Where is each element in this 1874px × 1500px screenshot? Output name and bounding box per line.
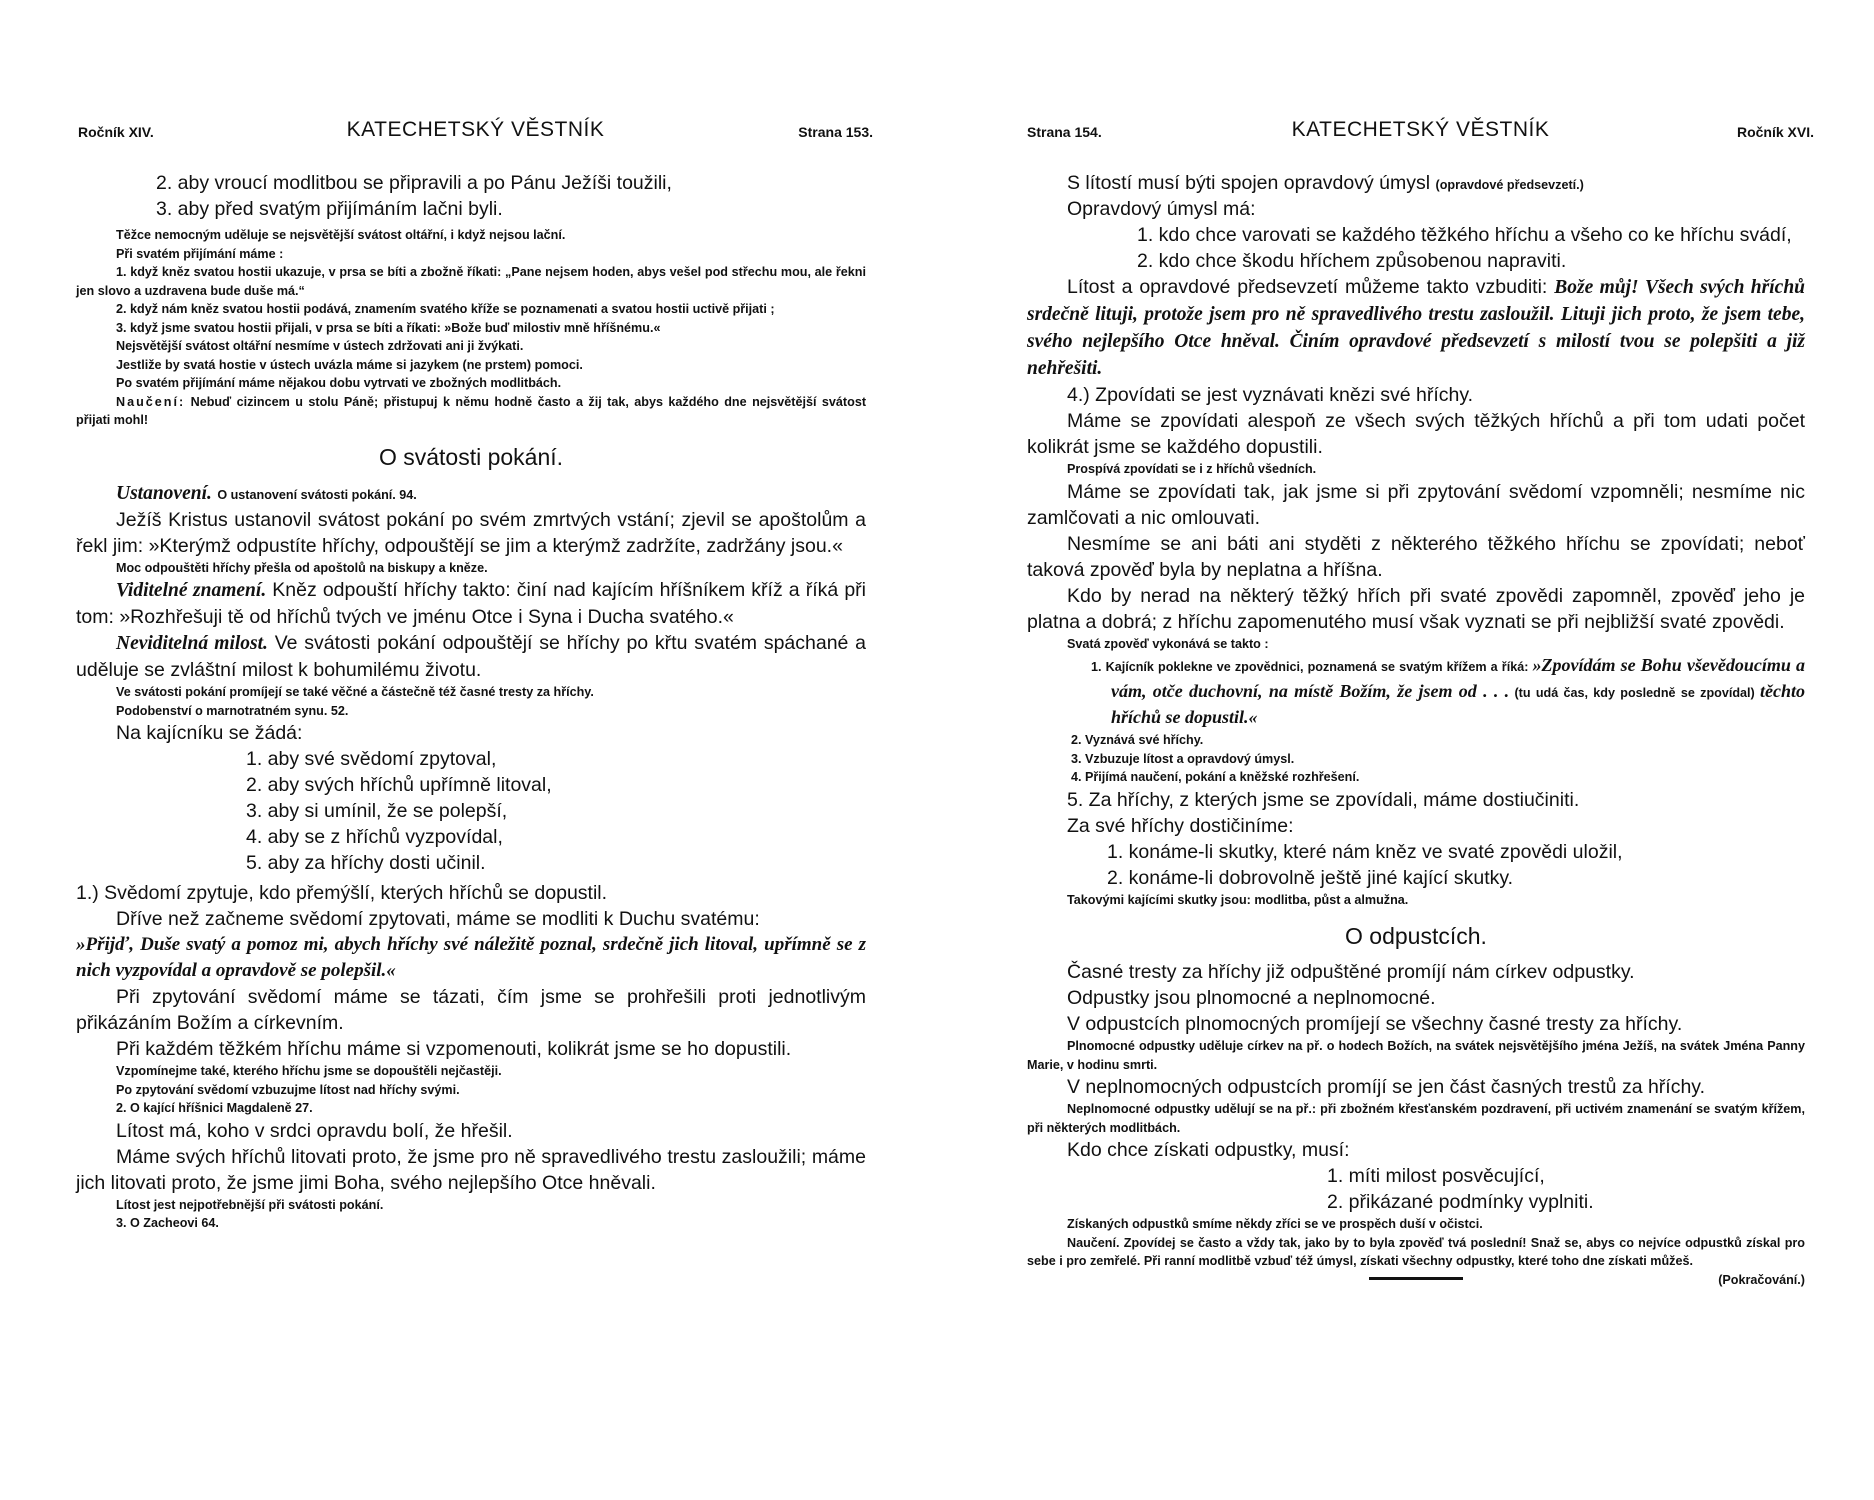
list-item: 4. aby se z hříchů vyzpovídal, — [246, 826, 503, 848]
note: 2. O kající hříšnici Magdaleně 27. — [116, 1101, 313, 1115]
paragraph: Časné tresty za hříchy již odpuštěné promíjí nám církev odpustky. — [1067, 961, 1635, 983]
list-item — [1027, 653, 1805, 731]
journal-title: KATECHETSKÝ VĚSTNÍK — [1291, 118, 1550, 141]
note: Takovými kajícími skutky jsou: modlitba, půst a almužna. — [1067, 892, 1409, 907]
note: Při svatém přijímání máme : — [116, 246, 284, 261]
lesson-text: Naučení. Zpovídej se často a vždy tak, jako by to byla zpověď tvá poslední! Snaž se, abys co nejvíce odpustků získal pro sebe i pro zemřelé. Při ranní modlitbě vzbuď též úmysl, získati všechny odpustky, které toho dne získati můžeš. — [1027, 1235, 1805, 1268]
reference: O ustanovení svátosti pokání. 94. — [217, 487, 417, 502]
paragraph: 4.) Zpovídati se jest vyznávati knězi své hříchy. — [1067, 384, 1474, 406]
continued-label: (Pokračování.) — [1718, 1272, 1805, 1287]
list-item: 1. kdo chce varovati se každého těžkého hříchu a všeho co ke hříchu svádí, — [1137, 224, 1792, 246]
note — [76, 393, 866, 430]
list-item: 2. aby vroucí modlitbou se připravili a po Pánu Ježíši toužili, — [156, 172, 672, 194]
note: Plnomocné odpustky uděluje církev na př. o hodech Božích, na svátek nejsvětějšího jména Ježíš, na svátek Jména Panny Marie, v hodinu smrti. — [1027, 1039, 1805, 1072]
prayer: Bože můj! Všech svých hříchů srdečně lituji, protože jsem pro ně spravedlivého trestu zasloužil. Lituji jich proto, že jsem tebe, svého nejlepšího Otce hněval. Činím opravdové předsevzetí s milostí tvou se polepšiti a již nehřešiti. — [1027, 277, 1806, 379]
end-rule — [1369, 1277, 1463, 1280]
prayer: »Přijď, Duše svatý a pomoz mi, abych hříchy své náležitě poznal, srdečně jich litoval, upřímně se z nich vyzpovídal a opravdově se polepšil.« — [76, 934, 866, 981]
right-page — [937, 0, 1874, 1500]
paragraph: Ježíš Kristus ustanovil svátost pokání po svém zmrtvých vstání; zjevil se apoštolům a řekl jim: »Kterýmž odpustíte hříchy, odpouštějí se jim a kterýmž zadržíte, zadržány jsou.« — [76, 508, 866, 557]
paragraph-text: Kněz odpouští hříchy takto: činí nad kajícím hříšníkem kříž a říká při tom: »Rozhřešuji tě od hříchů tvých ve jménu Otce i Syna i Ducha svatého.« — [76, 579, 866, 628]
note: Ve svátosti pokání promíjejí se také věčné a částečně též časné tresty za hříchy. — [116, 685, 594, 699]
right-page-body — [1027, 170, 1805, 1289]
paragraph — [76, 577, 866, 630]
list-item: 4. Přijímá naučení, pokání a kněžské rozhřešení. — [1071, 770, 1360, 784]
list-item: 2. přikázané podmínky vyplniti. — [1327, 1191, 1594, 1213]
paragraph — [76, 630, 866, 683]
paragraph: 1.) Svědomí zpytuje, kdo přemýšlí, kterých hříchů se dopustil. — [76, 882, 608, 904]
paragraph: Máme se zpovídati tak, jak jsme si při zpytování svědomí vzpomněli; nesmíme nic zamlčovati a nic omlouvati. — [1027, 480, 1805, 529]
paragraph: V odpustcích plnomocných promíjejí se všechny časné tresty za hříchy. — [1067, 1013, 1683, 1035]
paragraph: 5. Za hříchy, z kterých jsme se zpovídali, máme dostiučiniti. — [1067, 788, 1580, 811]
paragraph — [1027, 170, 1805, 196]
list-item: 3. Vzbuzuje lítost a opravdový úmysl. — [1071, 751, 1295, 766]
lesson-text: Nebuď cizincem u stolu Páně; přistupuj k němu hodně často a žij tak, abys každého dne nejsvětější svátost přijati mohl! — [76, 394, 867, 427]
page-number: Strana 153. — [798, 124, 873, 140]
list-item: 3. aby před svatým přijímáním lačni byli. — [156, 198, 503, 220]
paragraph — [76, 480, 866, 507]
note: 3. když jsme svatou hostii přijali, v prsa se bíti a říkati: »Bože buď milostiv mně hříšnému.« — [116, 320, 661, 335]
paragraph: Na kajícníku se žádá: — [116, 722, 303, 744]
note: 3. O Zacheovi 64. — [116, 1216, 219, 1230]
term: Viditelné znamení. — [116, 580, 267, 601]
section-title: O svátosti pokání. — [378, 443, 564, 470]
paragraph-text: Ve svátosti pokání odpouštějí se hříchy po křtu svatém spáchané a uděluje se zvláštní milost k bohumilému životu. — [76, 632, 867, 681]
note — [1027, 1234, 1805, 1287]
list-item: 1. konáme-li skutky, které nám kněz ve svaté zpovědi uložil, — [1107, 840, 1623, 863]
list-item: 2. kdo chce škodu hříchem způsobenou napraviti. — [1137, 250, 1567, 272]
left-page-header — [78, 116, 873, 146]
paragraph: Lítost má, koho v srdci opravdu bolí, že hřešil. — [116, 1119, 513, 1142]
paragraph-text: S lítostí musí býti spojen opravdový úmysl — [1067, 172, 1431, 194]
paragraph: Opravdový úmysl má: — [1067, 198, 1256, 220]
note: Moc odpouštěti hříchy přešla od apoštolů na biskupy a kněze. — [116, 560, 488, 575]
section-title: O odpustcích. — [1345, 923, 1487, 949]
note: Prospívá zpovídati se i z hříchů všedních. — [1067, 462, 1317, 476]
list-item: 2. Vyznává své hříchy. — [1071, 733, 1204, 747]
paragraph: Máme se zpovídati alespoň ze všech svých těžkých hříchů a při tom udati počet kolikrát jsme se každého dopustili. — [1027, 410, 1805, 458]
term: Neviditelná milost. — [116, 633, 268, 654]
note: Neplnomocné odpustky udělují se na př.: při zbožném křesťanském pozdravení, při uctivém znamenání se svatým křížem, při některých modlitbách. — [1027, 1102, 1805, 1135]
aside: (tu udá čas, kdy posledně se zpovídal) — [1514, 686, 1755, 700]
list-item-text: 1. Kajícník poklekne ve zpovědnici, poznamená se svatým křížem a říká: — [1091, 660, 1529, 674]
list-item: 5. aby za hříchy dosti učinil. — [246, 852, 486, 874]
note: Jestliže by svatá hostie v ústech uvázla máme si jazykem (ne prstem) pomoci. — [116, 357, 583, 372]
paragraph: Máme svých hříchů litovati proto, že jsme pro ně spravedlivého trestu zasloužili; máme jich litovati proto, že jsme jimi Boha, svého nejlepšího Otce hněvali. — [76, 1145, 866, 1194]
note: Lítost jest nejpotřebnější při svátosti pokání. — [116, 1197, 384, 1212]
term: Ustanovení. — [116, 482, 212, 504]
note: Těžce nemocným uděluje se nejsvětější svátost oltářní, i když nejsou lační. — [116, 228, 566, 242]
paragraph — [1027, 274, 1805, 382]
volume-label: Ročník XIV. — [78, 124, 154, 140]
note: Vzpomínejme také, kterého hříchu jsme se dopouštěli nejčastěji. — [116, 1064, 502, 1078]
note: 2. když nám kněz svatou hostii podává, znamením svatého kříže se poznamenati a svatou hostii uctivě přijati ; — [116, 302, 775, 316]
lesson-label: Naučení: — [116, 394, 186, 409]
volume-label: Ročník XVI. — [1736, 124, 1814, 140]
prayer: »Zpovídám se Bohu vševědoucímu a vám, otče duchovní, na místě Božím, že jsem od . . . — [1111, 655, 1806, 701]
paragraph: Kdo chce získati odpustky, musí: — [1067, 1139, 1350, 1161]
list-item: 3. aby si umínil, že se polepší, — [246, 800, 508, 822]
journal-title: KATECHETSKÝ VĚSTNÍK — [346, 118, 605, 141]
note: Získaných odpustků smíme někdy zříci se ve prospěch duší v očistci. — [1067, 1217, 1483, 1231]
list-item: 1. míti milost posvěcující, — [1327, 1165, 1545, 1187]
paragraph: Kdo by nerad na některý těžký hřích při svaté zpovědi zapomněl, zpověď jeho je platna a dobrá; z hříchu zapomenutého musí však vyznati se při nejbližší svaté zpovědi. — [1027, 584, 1805, 633]
prayer: těchto hříchů se dopustil.« — [1111, 681, 1806, 727]
left-page-body — [76, 170, 866, 1233]
note: Nejsvětější svátost oltářní nesmíme v ústech zdržovati ani ji žvýkati. — [116, 339, 524, 353]
aside: (opravdové předsevzetí.) — [1435, 178, 1584, 192]
note: Po zpytování svědomí vzbuzujme lítost nad hříchy svými. — [116, 1082, 460, 1097]
paragraph: Při zpytování svědomí máme se tázati, čím jsme se prohřešili proti jednotlivým přikázáním Božím a církevním. — [76, 986, 866, 1034]
paragraph: Při každém těžkém hříchu máme si vzpomenouti, kolikrát jsme se ho dopustili. — [116, 1038, 792, 1060]
note: Svatá zpověď vykonává se takto : — [1067, 636, 1269, 651]
paragraph: Nesmíme se ani báti ani styděti z některého těžkého hříchu se zpovídati; neboť taková zpověď byla by neplatna a hříšna. — [1027, 532, 1805, 581]
note: Podobenství o marnotratném synu. 52. — [116, 703, 349, 718]
note: 1. když kněz svatou hostii ukazuje, v prsa se bíti a zbožně říkati: „Pane nejsem hoden, abys vešel pod střechu mou, ale řekni jen slovo a uzdravena bude duše má.“ — [76, 265, 866, 298]
paragraph: Za své hříchy dostičiníme: — [1067, 814, 1294, 837]
paragraph-text: Lítost a opravdové předsevzetí můžeme takto vzbuditi: — [1067, 276, 1548, 298]
note: Po svatém přijímání máme nějakou dobu vytrvati ve zbožných modlitbách. — [116, 376, 562, 390]
list-item: 2. aby svých hříchů upřímně litoval, — [246, 774, 552, 796]
page-number: Strana 154. — [1027, 124, 1102, 140]
list-item: 1. aby své svědomí zpytoval, — [246, 748, 497, 770]
paragraph: Dříve než začneme svědomí zpytovati, máme se modliti k Duchu svatému: — [116, 908, 760, 930]
paragraph: Odpustky jsou plnomocné a neplnomocné. — [1067, 987, 1436, 1009]
list-item: 2. konáme-li dobrovolně ještě jiné kající skutky. — [1107, 866, 1514, 889]
right-page-header — [1027, 116, 1814, 146]
paragraph: V neplnomocných odpustcích promíjí se jen část časných trestů za hříchy. — [1067, 1076, 1706, 1098]
